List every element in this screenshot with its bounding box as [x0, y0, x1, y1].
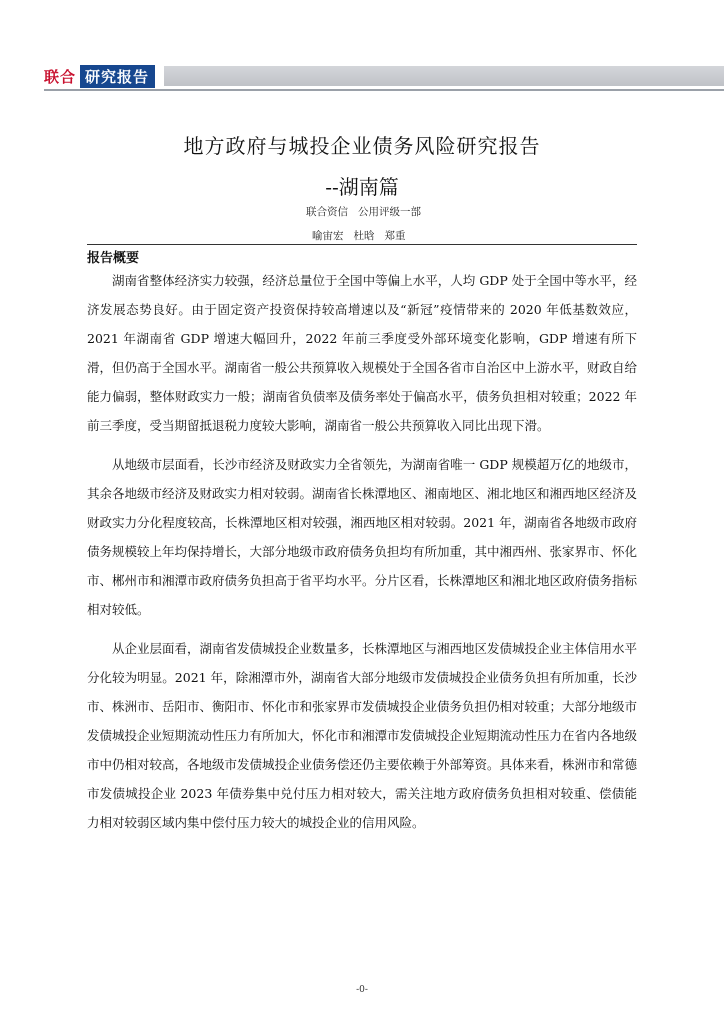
byline-org-name: 联合资信 — [306, 206, 348, 218]
section-divider — [87, 244, 637, 245]
section-heading: 报告概要 — [87, 251, 140, 266]
page-title: 地方政府与城投企业债务风险研究报告 — [183, 134, 541, 158]
header-strip — [164, 66, 724, 86]
author-name: 喻宙宏 — [312, 230, 344, 242]
report-header — [0, 62, 724, 88]
brand-label: 研究报告 — [80, 65, 155, 88]
author-name: 郑重 — [384, 230, 406, 242]
page-subtitle: --湖南篇 — [325, 175, 399, 199]
summary-body — [87, 266, 637, 847]
brand-name: 联合 — [44, 67, 77, 86]
page-number: -0- — [356, 985, 368, 995]
byline-org — [306, 204, 466, 219]
author-name: 杜晗 — [353, 230, 375, 242]
header-divider — [44, 89, 724, 91]
byline-dept: 公用评级一部 — [358, 206, 421, 218]
summary-paragraph: 从企业层面看，湖南省发债城投企业数量多，长株潭地区与湘西地区发债城投企业主体信用水平分化较为明显。2021 年，除湘潭市外，湖南省大部分地级市发债城投企业债务负担有所加重，长沙市、株洲市、岳阳市、衡阳市、怀化市和张家界市发债城投企业债务负担仍相对较重；大部分地级市发债城投企业短期流动性压力有所加大，怀化市和湘潭市发债城投企业短期流动性压力在省内各地级市中仍相对较高，各地级市发债城投企业债务偿还仍主要依赖于外部筹资。具体来看，株洲市和常德市发债城投企业 2023 年债券集中兑付压力相对较大，需关注地方政府债务负担相对较重、偿债能力相对较弱区域内集中偿付压力较大的城投企业的信用风险。 — [87, 641, 638, 830]
brand-logo — [44, 66, 155, 86]
summary-paragraph: 从地级市层面看，长沙市经济及财政实力全省领先，为湖南省唯一 GDP 规模超万亿的地级市，其余各地级市经济及财政实力相对较弱。湖南省长株潭地区、湘南地区、湘北地区和湘西地区经济及财政实力分化程度较高，长株潭地区相对较强，湘西地区相对较弱。2021 年，湖南省各地级市政府债务规模较上年均保持增长，大部分地级市政府债务负担均有所加重，其中湘西州、张家界市、怀化市、郴州市和湘潭市政府债务负担高于省平均水平。分片区看，长株潭地区和湘北地区政府债务指标相对较低。 — [87, 457, 638, 617]
summary-paragraph: 湖南省整体经济实力较强，经济总量位于全国中等偏上水平，人均 GDP 处于全国中等水平，经济发展态势良好。由于固定资产投资保持较高增速以及“新冠”疫情带来的 2020 年低基数效应，2021 年湖南省 GDP 增速大幅回升，2022 年前三季度受外部环境变化影响，GDP 增速有所下滑，但仍高于全国水平。湖南省一般公共预算收入规模处于全国各省市自治区中上游水平，财政自给能力偏弱，整体财政实力一般；湖南省负债率及债务率处于偏高水平，债务负担相对较重；2022 年前三季度，受当期留抵退税力度较大影响，湖南省一般公共预算收入同比出现下滑。 — [87, 273, 638, 433]
byline-authors — [312, 228, 472, 243]
